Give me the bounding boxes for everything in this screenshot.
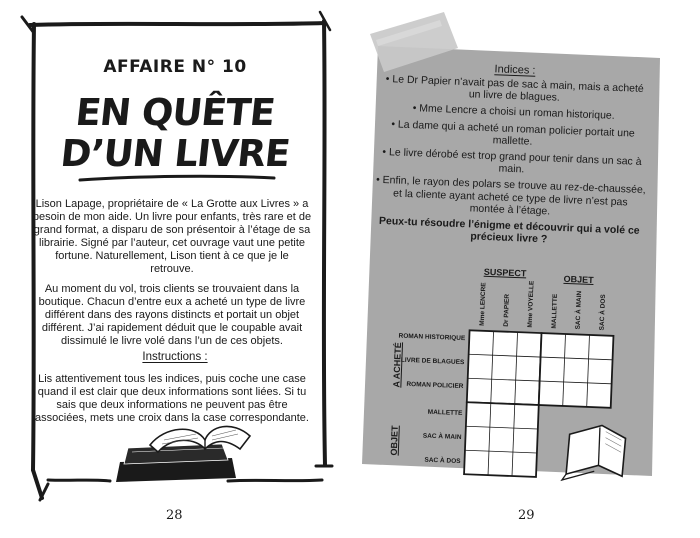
main-title-line1: EN QUÊTE [73,91,277,134]
row-label-achete: ROMAN HISTORIQUE [398,332,466,343]
main-title-line2: D’UN LIVRE [58,132,292,175]
row-label-objet: SAC À MAIN [422,432,462,442]
col-header-suspect: Mme LENCRE [478,282,488,326]
hints-title: Indices : [494,63,536,77]
title-underline [78,172,278,184]
hint-item: • Enfin, le rayon des polars se trouve au rez-de-chaussée, et la cliente ayant acheté ce type de livre n’est pas montée à l’étage. [375,174,646,218]
books-icon [116,426,250,482]
col-header-objet: SAC À MAIN [574,290,584,330]
open-book-icon [562,424,626,482]
objet-side-group-label: OBJET [388,425,400,456]
logic-grid [374,257,652,487]
page-number-right: 29 [518,508,535,523]
col-header-suspect: Mme VOYELLE [526,280,536,328]
intro-text [32,198,312,354]
suspect-group-label: SUSPECT [483,266,527,279]
puzzle-question: Peux-tu résoudre l’énigme et découvrir qui a volé ce précieux livre ? [378,214,640,246]
row-label-objet: MALLETTE [427,408,463,418]
achete-group-label: A ACHETÉ [391,342,404,388]
col-header-objet: SAC À DOS [598,294,608,331]
row-label-achete: ROMAN POLICIER [406,380,464,391]
instructions-text: Lis attentivement tous les indices, puis coche une case quand il est clair que deux informations sont liées. Si tu sais que deux informations ne peuvent pas être associées, mets une croix dans la case correspondante. [35,373,309,425]
col-header-suspect: Dr PAPIER [502,293,511,327]
page-number-left: 28 [166,508,183,523]
intro-paragraph: Lison Lapage, propriétaire de « La Grotte aux Livres » a besoin de mon aide. Un livre pour enfants, très rare et de grand format, a disparu de son présentoir à l’étage de sa librairie. Signé par l’auteur, cet ouvrage vaut une petite fortune. Naturellement, Lison tient à ce que je le retrouve. [32,198,312,276]
case-label: AFFAIRE N° 10 [103,57,247,77]
hint-item: • Le livre dérobé est trop grand pour tenir dans un sac à main. [382,145,642,176]
objet-group-label: OBJET [563,273,594,286]
hints-list [374,73,650,250]
hint-item: • Le Dr Papier n’avait pas de sac à main, mais a acheté un livre de blagues. [385,73,644,104]
col-header-objet: MALLETTE [550,293,560,329]
instructions-title: Instructions : [142,351,208,363]
row-label-objet: SAC À DOS [424,456,461,466]
row-label-achete: LIVRE DE BLAGUES [400,356,465,367]
intro-paragraph: Au moment du vol, trois clients se trouvaient dans la boutique. Chacun d’entre eux a acheté un type de livre différent dans des rayons distincts et portait un objet différent. J’ai rapidement déduit que le coupable avait dissimulé le livre volé dans l’un de ces objets. [38,282,306,347]
hint-item: • La dame qui a acheté un roman policier portait une mallette. [391,117,635,148]
hint-item: • Mme Lencre a choisi un roman historique. [412,102,615,123]
